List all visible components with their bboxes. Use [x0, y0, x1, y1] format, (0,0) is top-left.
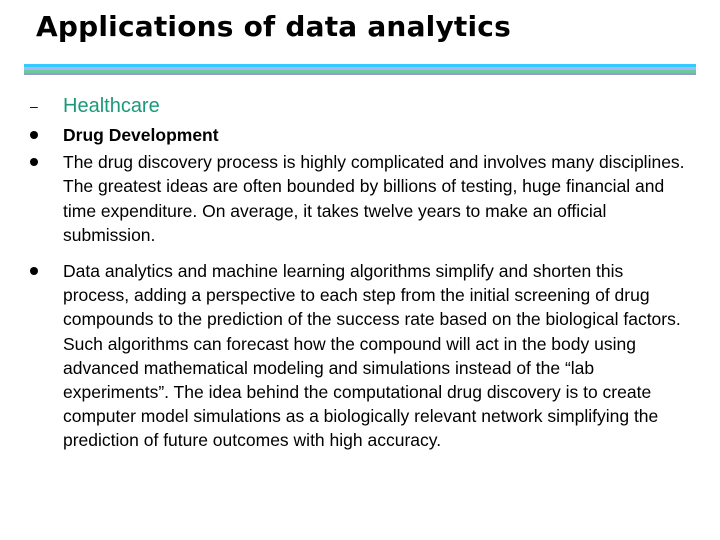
bullet-item — [30, 150, 690, 247]
slide-body — [30, 92, 690, 453]
bullet-text: Data analytics and machine learning algorithms simplify and shorten this process, adding a perspective to each step from the initial screening of drug compounds to the prediction of the success rate based on the biological factors. Such algorithms can forecast how the compound will act in the body using advanced mathematical modeling and simulations instead of the “lab experiments”. The idea behind the computational drug discovery is to create computer model simulations as a biologically relevant network simplifying the prediction of future outcomes with high accuracy. — [63, 261, 681, 451]
dash-marker: – — [30, 98, 38, 114]
bullet-dot-icon — [30, 158, 38, 166]
bullet-dot-icon — [30, 131, 38, 139]
sub-heading-item — [30, 92, 690, 120]
bullet-dot-icon — [30, 267, 38, 275]
bullet-item — [30, 259, 690, 453]
bullet-text: Drug Development — [63, 125, 219, 145]
sub-heading-healthcare: Healthcare — [63, 95, 160, 117]
slide-title: Applications of data analytics — [36, 10, 511, 43]
bullet-item — [30, 123, 690, 147]
title-underline-rule — [24, 73, 696, 75]
bullet-text: The drug discovery process is highly complicated and involves many disciplines. The greatest ideas are often bounded by billions of testing, huge financial and time expenditure. On average, it takes twelve years to make an official submission. — [63, 152, 685, 245]
